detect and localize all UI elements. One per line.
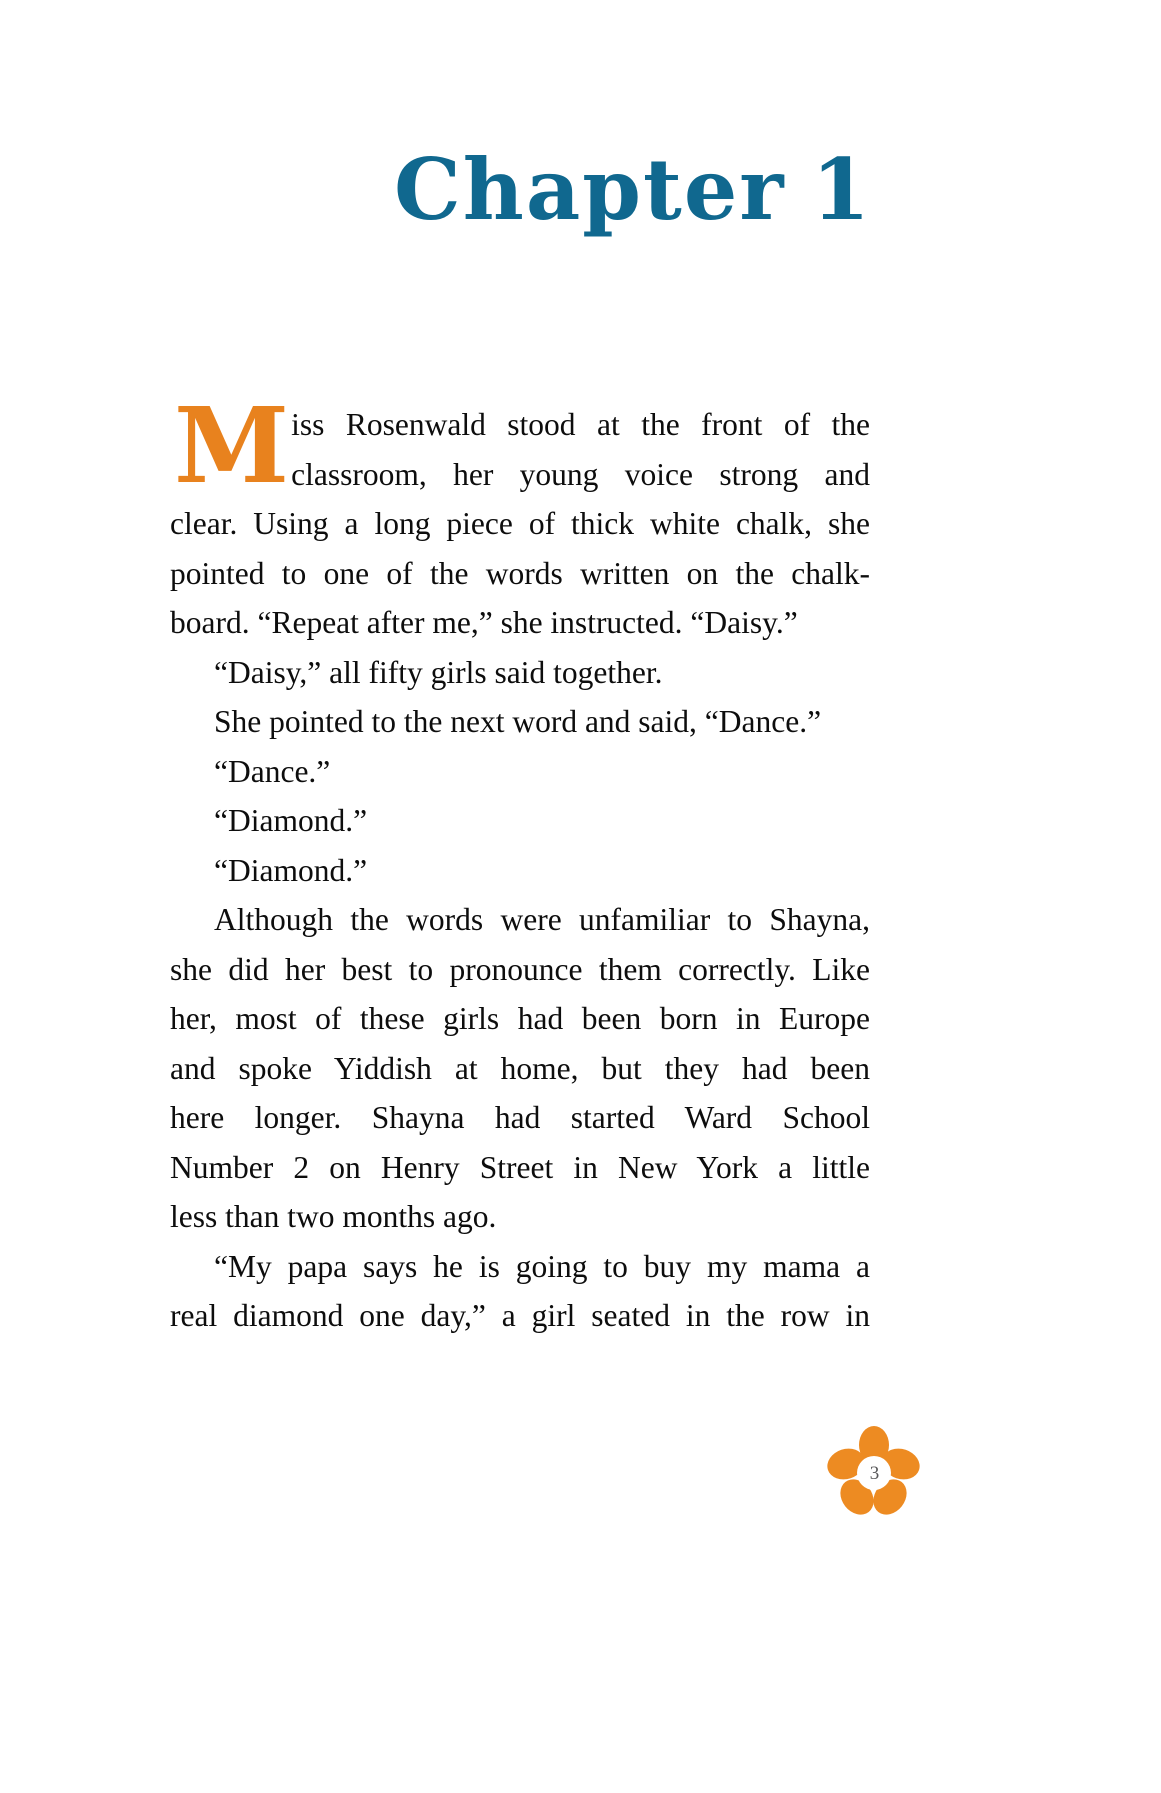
paragraph-8-line-2: real diamond one day,” a girl seated in the row in [170, 1298, 870, 1333]
paragraph-1-line-1: iss Rosenwald stood at the front of the [291, 407, 870, 442]
paragraph-7-line-2: she did her best to pronounce them correctly. Like [170, 951, 870, 987]
paragraph-1-line-5: board. “Repeat after me,” she instructed. “Daisy.” [170, 605, 798, 640]
paragraph-1-line-2: classroom, her young voice strong and [291, 456, 870, 492]
body-text [170, 384, 870, 1341]
page-folio-ornament [826, 1425, 922, 1521]
paragraph-1-line-4: pointed to one of the words written on the chalk- [170, 555, 870, 591]
paragraph-7-line-6: Number 2 on Henry Street in New York a little [170, 1149, 870, 1185]
paragraph-8-line-1: “My papa says he is going to buy my mama a [214, 1248, 870, 1284]
paragraph-1-line-3: clear. Using a long piece of thick white chalk, she [170, 506, 870, 541]
paragraph-3: She pointed to the next word and said, “Dance.” [214, 704, 822, 739]
paragraph-5: “Diamond.” [214, 803, 368, 838]
paragraph-8 [170, 1242, 870, 1341]
paragraph-7-line-5: here longer. Shayna had started Ward School [170, 1100, 870, 1135]
paragraph-7-line-4: and spoke Yiddish at home, but they had been [170, 1050, 870, 1086]
page-number: 3 [869, 1462, 880, 1484]
paragraph-7-line-3: her, most of these girls had been born in Europe [170, 1001, 870, 1036]
chapter-word: Chapter [393, 140, 786, 239]
chapter-heading [0, 140, 1161, 239]
paragraph-2: “Daisy,” all fifty girls said together. [214, 654, 663, 690]
paragraph-1 [170, 384, 870, 648]
paragraph-7 [170, 895, 870, 1242]
chapter-number: 1 [811, 140, 871, 239]
paragraph-7-line-7: less than two months ago. [170, 1199, 497, 1234]
paragraph-6: “Diamond.” [214, 852, 368, 888]
drop-cap-letter: M [174, 384, 290, 507]
paragraph-4: “Dance.” [214, 753, 331, 789]
paragraph-7-line-1: Although the words were unfamiliar to Shayna, [214, 902, 870, 937]
